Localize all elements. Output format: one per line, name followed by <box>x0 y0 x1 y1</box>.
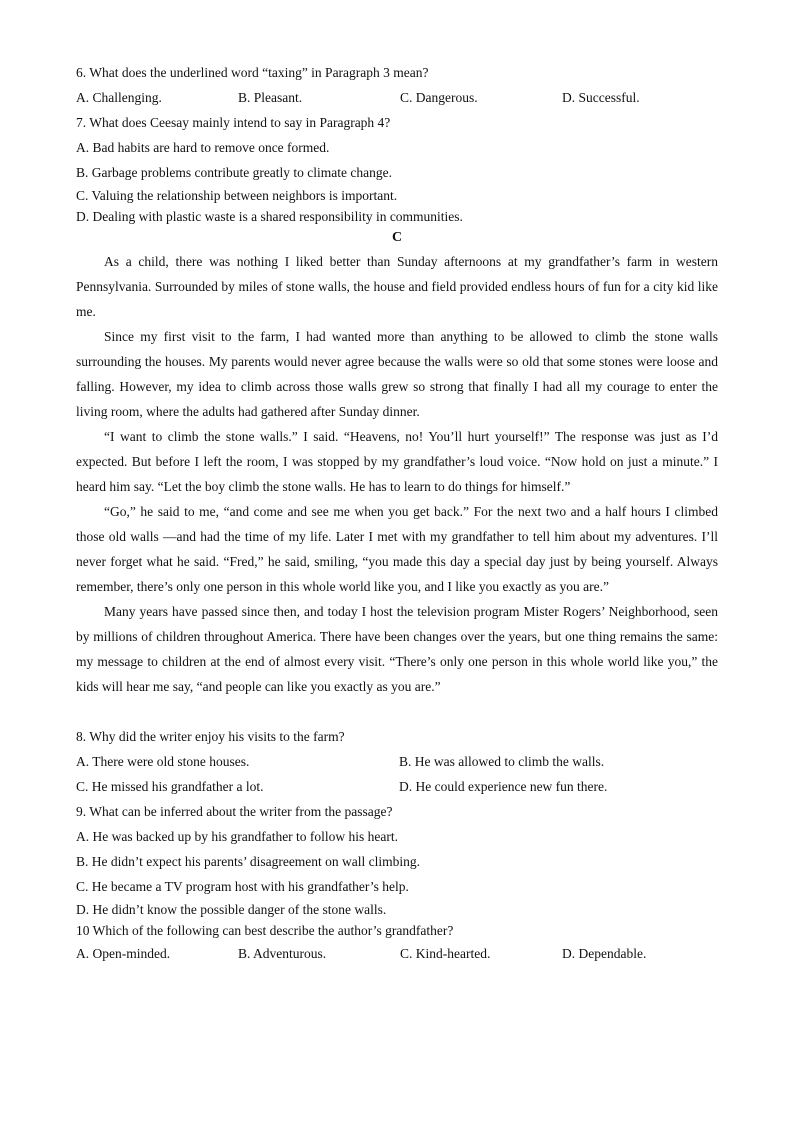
passage-paragraph-4: “Go,” he said to me, “and come and see me when you get back.” For the next two and a half hours I climbed those old walls —and had the time of my life. Later I met with my grandfather to tell him about my adventures. I’ll never forget what he said. “Fred,” he said, smiling, “you made this day a special day just by being yourself. Always remember, there’s only one person in this whole world like you, and I like you exactly as you are.” <box>76 504 718 594</box>
question-8-options-row-1 <box>76 749 718 774</box>
passage-paragraph-2: Since my first visit to the farm, I had wanted more than anything to be allowed to climb the stone walls surrounding the houses. My parents would never agree because the walls were so old that some stones were loose and falling. However, my idea to climb across those walls grew so strong that finally I had all my courage to enter the living room, where the adults had gathered after Sunday dinner. <box>76 329 718 419</box>
question-10-option-b: B. Adventurous. <box>238 946 327 961</box>
question-9-option-a: A. He was backed up by his grandfather to follow his heart. <box>76 829 399 844</box>
question-6-option-b: B. Pleasant. <box>238 90 303 105</box>
question-8-option-d: D. He could experience new fun there. <box>399 779 608 794</box>
question-6-option-c: C. Dangerous. <box>400 90 478 105</box>
question-6-options <box>76 85 718 110</box>
question-10-option-a: A. Open-minded. <box>76 946 171 961</box>
section-title: C <box>391 230 403 245</box>
question-9-option-c: C. He became a TV program host with his grandfather’s help. <box>76 879 409 894</box>
question-6-option-a: A. Challenging. <box>76 90 162 105</box>
reading-passage <box>76 249 718 699</box>
question-7-option-b: B. Garbage problems contribute greatly to climate change. <box>76 165 393 180</box>
question-9-option-b: B. He didn’t expect his parents’ disagreement on wall climbing. <box>76 854 421 869</box>
question-10-options <box>76 941 718 966</box>
question-7-stem: 7. What does Ceesay mainly intend to say in Paragraph 4? <box>76 115 391 130</box>
question-8-option-a: A. There were old stone houses. <box>76 754 250 769</box>
question-7-option-a: A. Bad habits are hard to remove once formed. <box>76 140 330 155</box>
question-10-option-d: D. Dependable. <box>562 946 647 961</box>
question-8-stem: 8. Why did the writer enjoy his visits to the farm? <box>76 729 345 744</box>
question-7-option-d: D. Dealing with plastic waste is a shared responsibility in communities. <box>76 209 463 224</box>
question-8-option-b: B. He was allowed to climb the walls. <box>399 754 605 769</box>
passage-paragraph-1: As a child, there was nothing I liked better than Sunday afternoons at my grandfather’s farm in western Pennsylvania. Surrounded by miles of stone walls, the house and field provided endless hours of fun for a city kid like me. <box>76 254 718 319</box>
question-10-option-c: C. Kind-hearted. <box>400 946 491 961</box>
question-8-option-c: C. He missed his grandfather a lot. <box>76 779 264 794</box>
question-10-stem: 10 Which of the following can best describe the author’s grandfather? <box>76 923 454 938</box>
question-7-option-c: C. Valuing the relationship between neighbors is important. <box>76 188 398 203</box>
question-8-options-row-2 <box>76 774 718 799</box>
question-6-option-d: D. Successful. <box>562 90 640 105</box>
question-9-option-d: D. He didn’t know the possible danger of the stone walls. <box>76 902 387 917</box>
passage-paragraph-3: “I want to climb the stone walls.” I said. “Heavens, no! You’ll hurt yourself!” The response was just as I’d expected. But before I left the room, I was stopped by my grandfather’s loud voice. “Now hold on just a minute.” I heard him say. “Let the boy climb the stone walls. He has to learn to do things for himself.” <box>76 429 718 494</box>
passage-paragraph-5: Many years have passed since then, and today I host the television program Mister Rogers’ Neighborhood, seen by millions of children throughout America. There have been changes over the years, but one thing remains the same: my message to children at the end of almost every visit. “There’s only one person in this whole world like you,” the kids will hear me say, “and people can like you exactly as you are.” <box>76 604 718 694</box>
question-9-stem: 9. What can be inferred about the writer from the passage? <box>76 804 393 819</box>
blank-line <box>76 699 718 724</box>
document-page <box>76 60 718 966</box>
question-6-stem: 6. What does the underlined word “taxing” in Paragraph 3 mean? <box>76 65 429 80</box>
